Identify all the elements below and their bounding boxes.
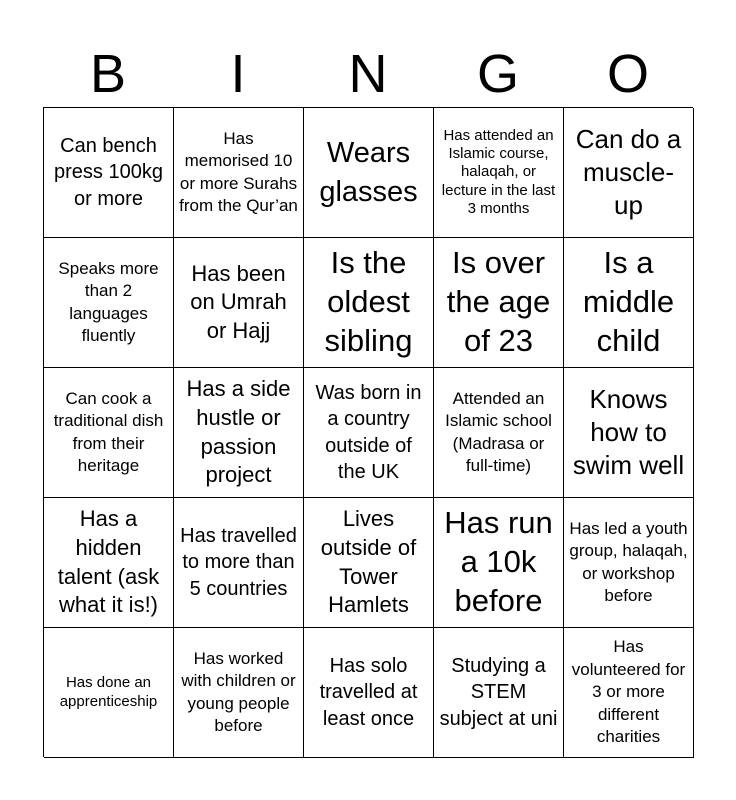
bingo-header [43,40,693,108]
cell-text: Attended an Islamic school (Madrasa or full-time) [445,388,552,475]
bingo-cell[interactable] [174,628,304,758]
bingo-cell[interactable] [564,238,694,368]
cell-text: Has led a youth group, halaqah, or workshop before [569,518,688,605]
cell-text: Has volunteered for 3 or more different charities [571,637,686,747]
bingo-grid [43,107,693,757]
bingo-cell[interactable] [564,368,694,498]
cell-text: Knows how to swim well [572,383,685,481]
cell-text: Was born in a country outside of the UK [315,381,422,483]
bingo-cell[interactable] [434,498,564,628]
cell-text: Has run a 10k before [444,505,553,618]
cell-text: Can bench press 100kg or more [54,134,163,210]
cell-text: Has done an apprenticeship [59,674,158,710]
cell-text: Has been on Umrah or Hajj [190,260,287,343]
cell-text: Has solo travelled at least once [319,654,418,730]
bingo-cell[interactable] [174,238,304,368]
bingo-cell[interactable] [434,368,564,498]
header-letter-i: I [230,44,246,104]
bingo-cell[interactable] [434,628,564,758]
bingo-cell[interactable] [44,108,174,238]
cell-text: Has worked with children or young people before [181,648,296,735]
bingo-cell[interactable] [564,628,694,758]
bingo-cell[interactable] [304,498,434,628]
header-letter-n: N [348,44,388,104]
bingo-cell[interactable] [44,628,174,758]
cell-text: Can do a muscle-up [575,123,682,221]
cell-text: Has attended an Islamic course, halaqah, or lecture in the last 3 months [441,126,556,217]
cell-text: Has a hidden talent (ask what it is!) [57,506,160,618]
bingo-cell[interactable] [304,108,434,238]
cell-text: Can cook a traditional dish from their heritage [53,388,164,475]
bingo-cell[interactable] [564,498,694,628]
cell-text: Is the oldest sibling [324,245,413,358]
cell-text: Studying a STEM subject at uni [439,654,558,730]
header-letter-b: B [89,44,127,104]
bingo-cell[interactable] [434,238,564,368]
cell-text: Has a side hustle or passion project [186,376,291,488]
cell-text: Is over the age of 23 [446,245,551,358]
bingo-cell[interactable] [304,238,434,368]
header-letter-g: G [476,44,519,104]
bingo-cell[interactable] [174,108,304,238]
cell-text: Lives outside of Tower Hamlets [320,506,417,618]
bingo-cell[interactable] [304,628,434,758]
cell-text: Has memorised 10 or more Surahs from the Qur’an [179,128,298,215]
bingo-cell[interactable] [434,108,564,238]
bingo-cell[interactable] [304,368,434,498]
header-letter-o: O [606,44,649,104]
bingo-cell[interactable] [174,368,304,498]
cell-text: Speaks more than 2 languages fluently [58,258,159,345]
bingo-cell[interactable] [44,498,174,628]
bingo-cell[interactable] [564,108,694,238]
cell-text: Wears glasses [319,137,418,208]
bingo-cell[interactable] [44,368,174,498]
bingo-cell[interactable] [44,238,174,368]
bingo-cell[interactable] [174,498,304,628]
cell-text: Has travelled to more than 5 countries [180,524,297,600]
cell-text: Is a middle child [582,245,675,358]
